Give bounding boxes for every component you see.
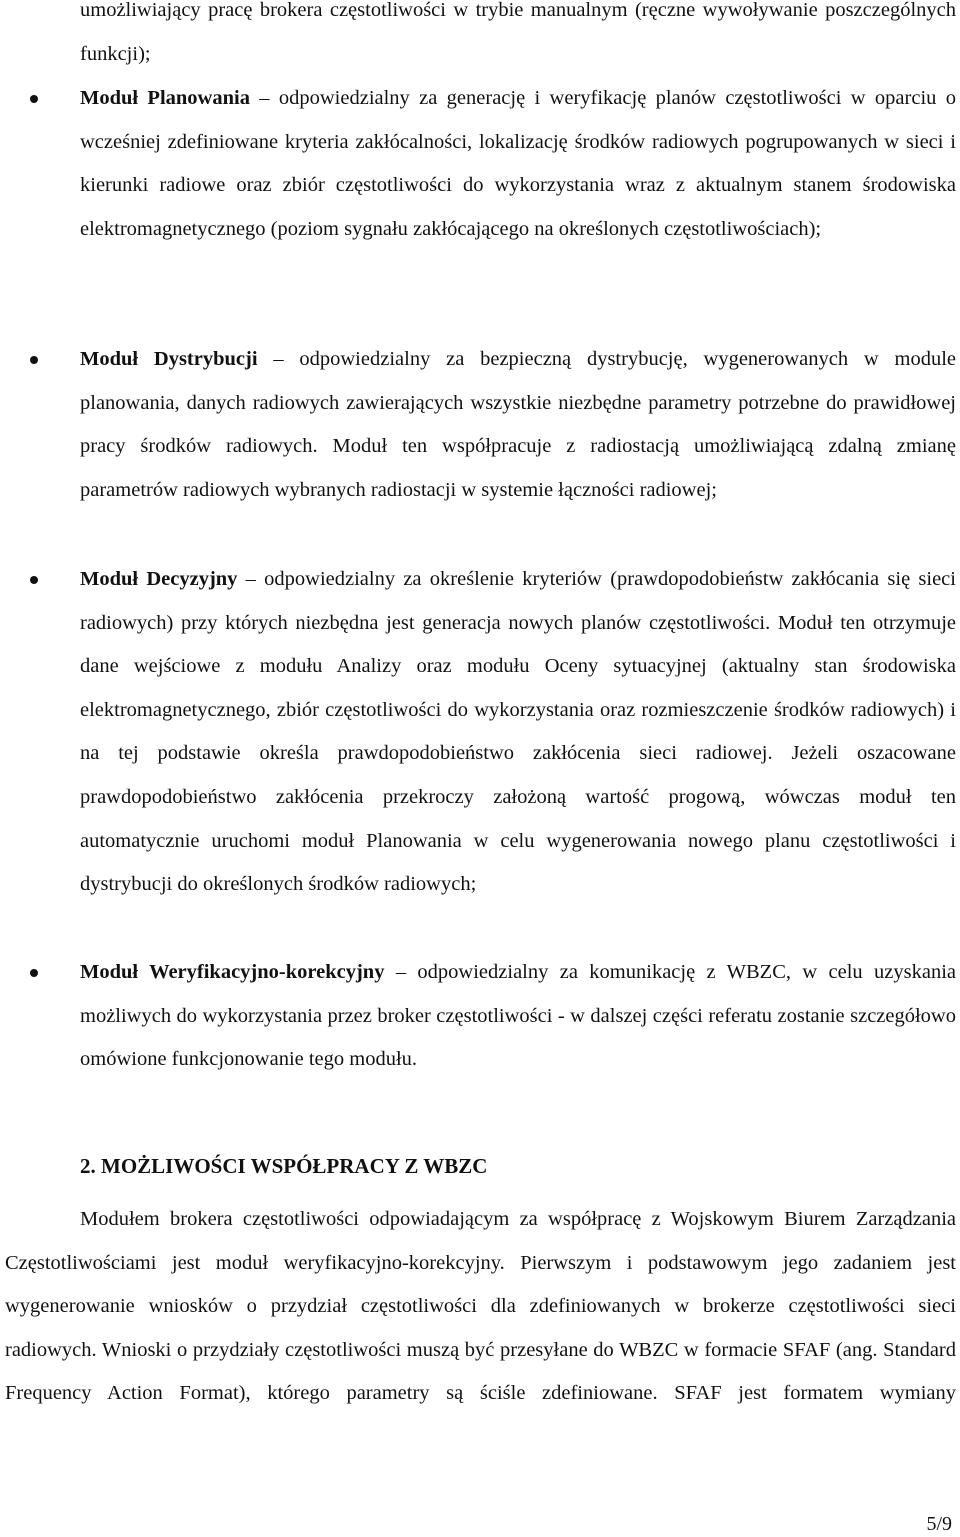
bullet-dot xyxy=(30,576,38,584)
bullet-text: – odpowiedzialny za generację i weryfikację planów częstotliwości w oparciu o wcześniej zdefiniowane kryteria zakłócalności, lokalizację środków radiowych pogrupowanych w sieci i kierunki radiowe oraz zbiór częstotliwości do wykorzystania wraz z aktualnym stanem środowiska elektromagnetycznego (poziom sygnału zakłócającego na określonych częstotliwościach); xyxy=(80,87,956,240)
bullet-title: Moduł Weryfikacyjno-korekcyjny xyxy=(80,961,385,983)
section-heading: 2. MOŻLIWOŚCI WSPÓŁPRACY Z WBZC xyxy=(80,1154,488,1178)
bullet-item-decyzyjny xyxy=(80,558,956,907)
bullet-item-dystrybucji xyxy=(80,338,956,512)
bullet-text: – odpowiedzialny za komunikację z WBZC, w celu uzyskania możliwych do wykorzystania przez broker częstotliwości - w dalszej części referatu zostanie szczegółowo omówione funkcjonowanie tego modułu. xyxy=(80,961,957,1071)
bullet-item-weryfikacyjno-korekcyjny xyxy=(80,951,956,1082)
bullet-dot xyxy=(30,356,38,364)
bullet-title: Moduł Planowania xyxy=(80,87,250,109)
page-number: 5/9 xyxy=(926,1513,952,1535)
bullet-text: – odpowiedzialny za bezpieczną dystrybucję, wygenerowanych w module planowania, danych radiowych zawierających wszystkie niezbędne parametry potrzebne do prawidłowej pracy środków radiowych. Moduł ten współpracuje z radiostacją umożliwiającą zdalną zmianę parametrów radiowych wybranych radiostacji w systemie łączności radiowej; xyxy=(80,348,956,501)
bullet-dot xyxy=(30,969,38,977)
bullet-title: Moduł Decyzyjny xyxy=(80,568,238,590)
section-paragraph: Modułem brokera częstotliwości odpowiadającym za współpracę z Wojskowym Biurem Zarządzania Częstotliwościami jest moduł weryfikacyjno-korekcyjny. Pierwszym i podstawowym jego zadaniem jest wygenerowanie wniosków o przydział częstotliwości dla zdefiniowanych w brokerze częstotliwości sieci radiowych. Wnioski o przydziały częstotliwości muszą być przesyłane do WBZC w formacie SFAF (ang. Standard Frequency Action Format), którego parametry są ściśle zdefiniowane. SFAF jest formatem wymiany xyxy=(5,1208,956,1405)
bullet-text: – odpowiedzialny za określenie kryteriów (prawdopodobieństw zakłócania się sieci radiowych) przy których niezbędna jest generacja nowych planów częstotliwości. Moduł ten otrzymuje dane wejściowe z modułu Analizy oraz modułu Oceny sytuacyjnej (aktualny stan środowiska elektromagnetycznego, zbiór częstotliwości do wykorzystania oraz rozmieszczenie środków radiowych) i na tej podstawie określa prawdopodobieństwo zakłócenia sieci radiowej. Jeżeli oszacowane prawdopodobieństwo zakłócenia przekroczy założoną wartość progową, wówczas moduł ten automatycznie uruchomi moduł Planowania w celu wygenerowania nowego planu częstotliwości i dystrybucji do określonych środków radiowych; xyxy=(80,568,956,896)
bullet-dot xyxy=(30,95,38,103)
bullet-item-planowania xyxy=(80,77,956,251)
intro-paragraph: umożliwiający pracę brokera częstotliwości w trybie manualnym (ręczne wywoływanie poszczególnych funkcji); xyxy=(80,0,956,65)
bullet-title: Moduł Dystrybucji xyxy=(80,348,258,370)
